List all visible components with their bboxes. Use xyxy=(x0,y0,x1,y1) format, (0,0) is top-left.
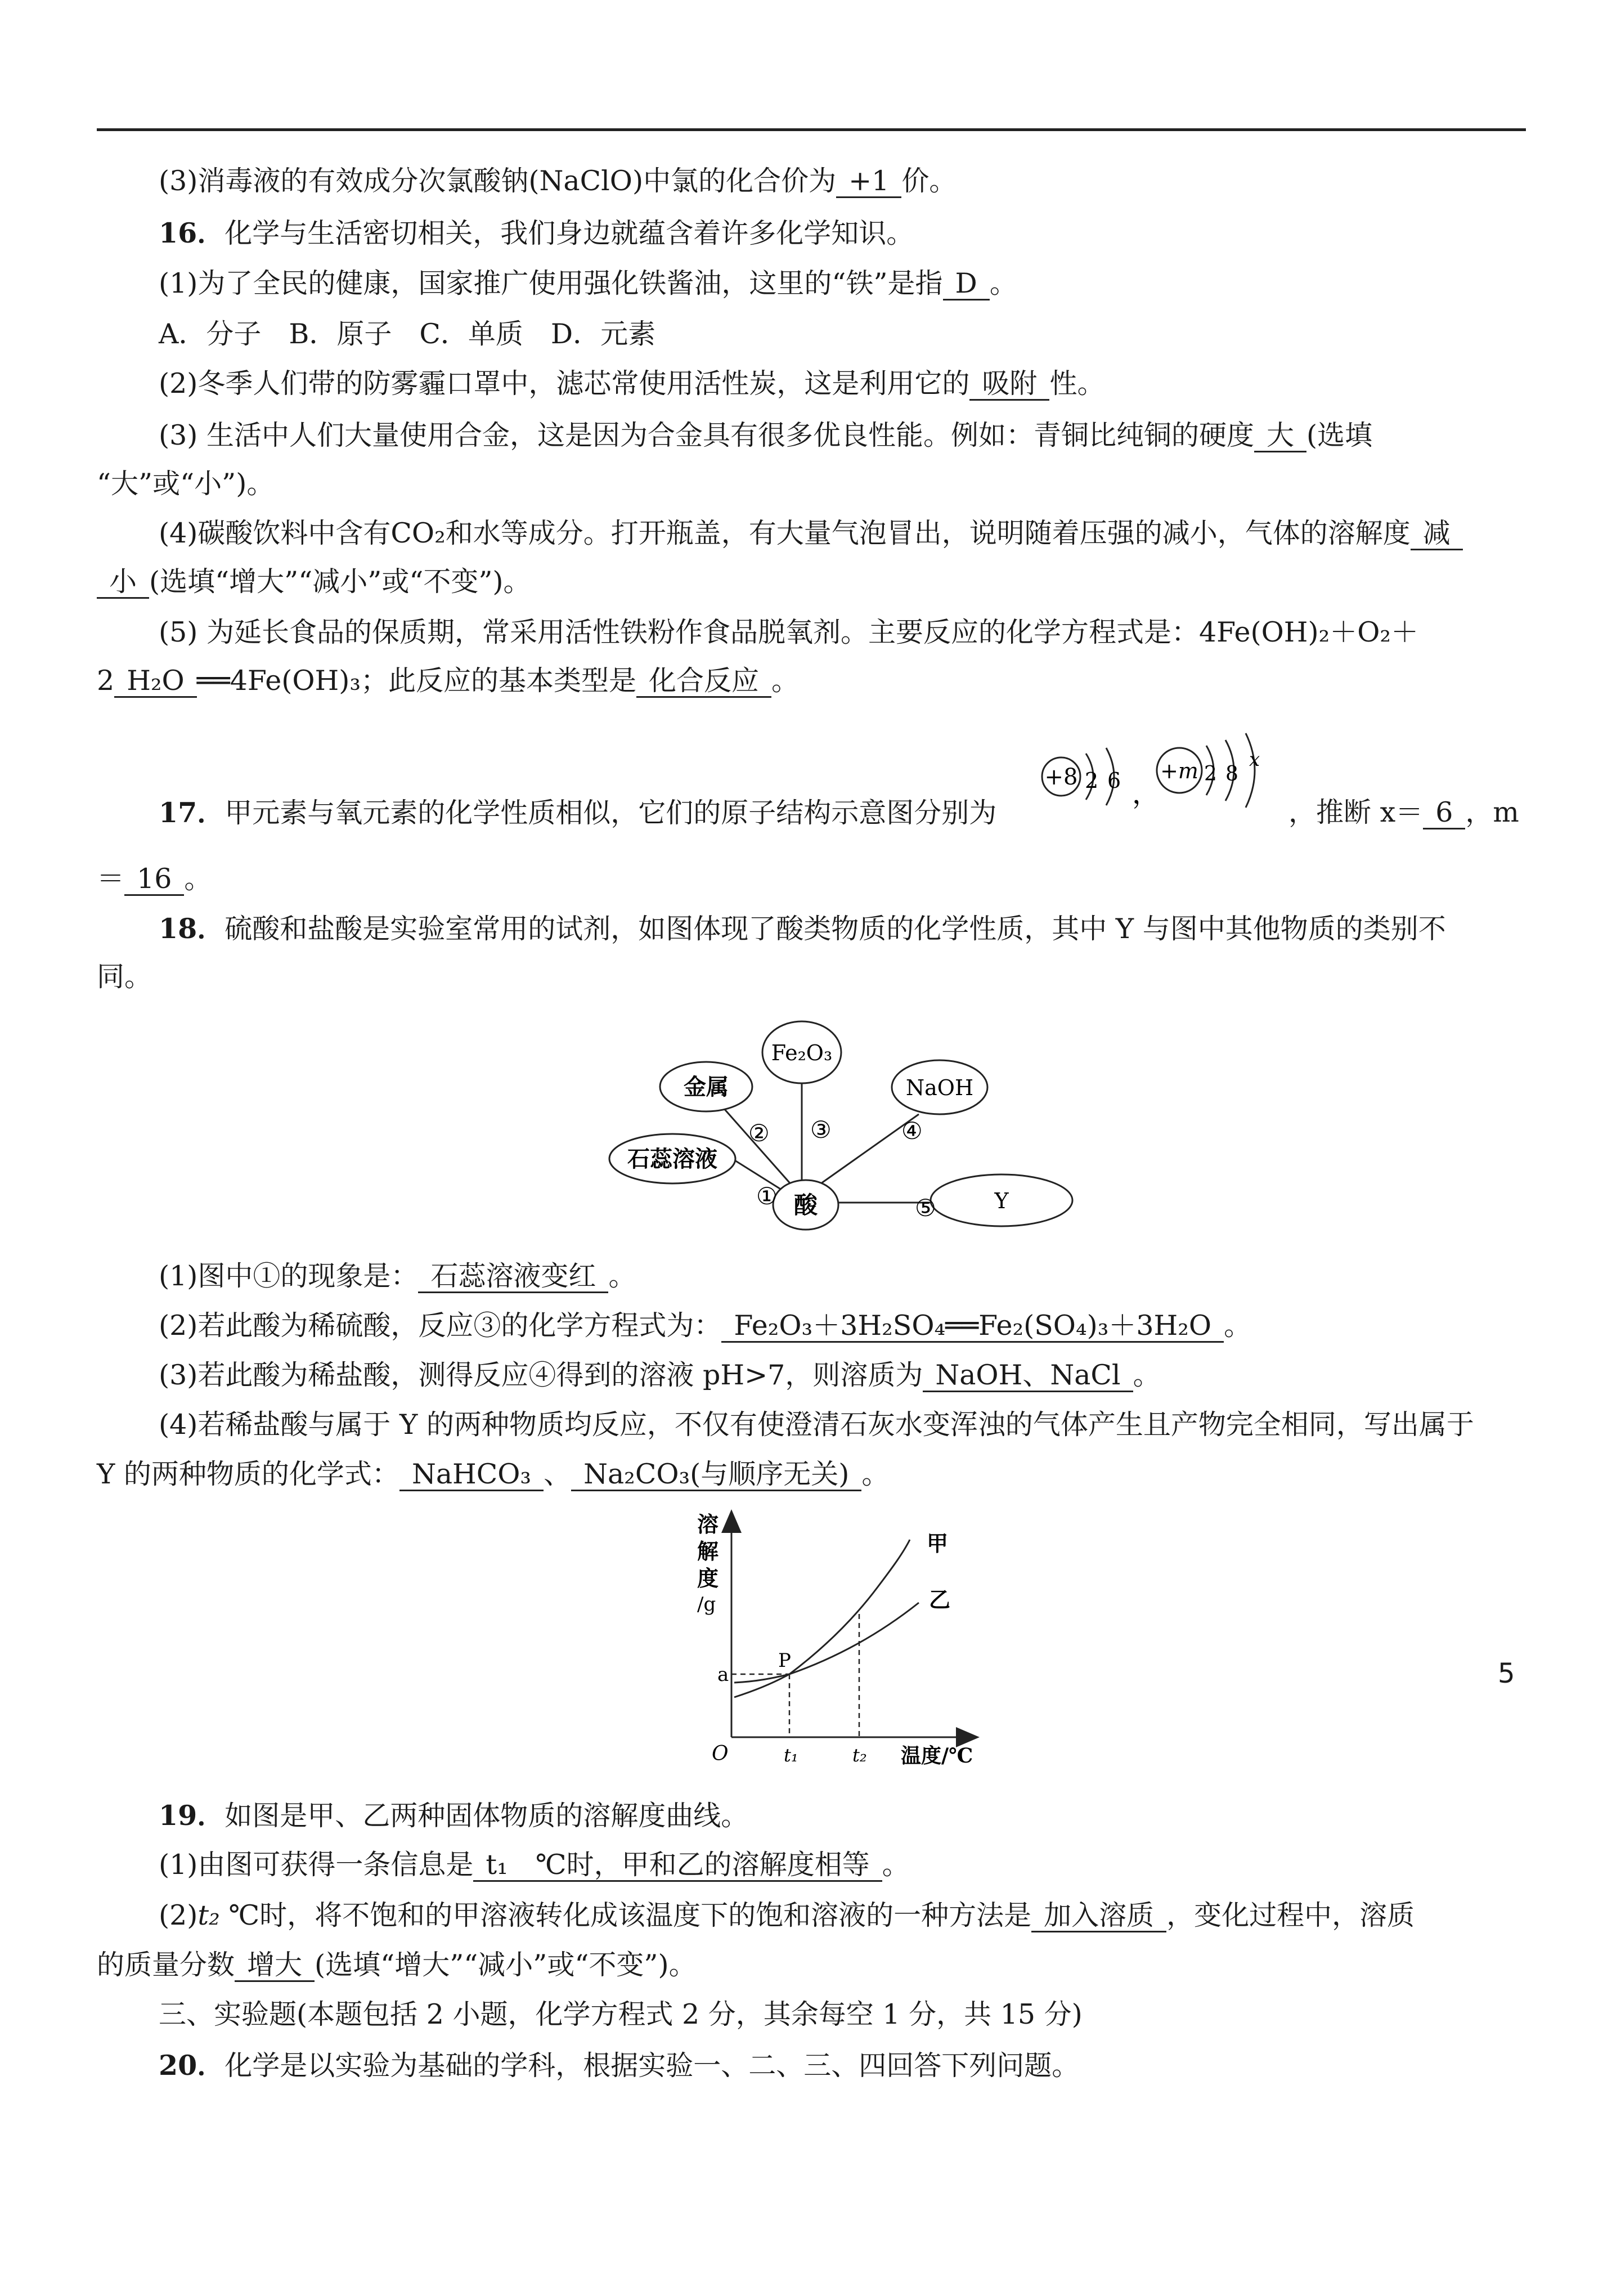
q19-part2: (2)t₂ ℃时，将不饱和的甲溶液转化成该温度下的饱和溶液的一种方法是 加入溶质 ，变化过程中，溶质 xyxy=(159,1899,1415,1931)
reaction-number: ② xyxy=(748,1119,770,1147)
q19-part2-cont: 的质量分数 增大 (选填“增大”“减小”或“不变”)。 xyxy=(97,1949,697,1981)
q16-part4-cont: 小 (选填“增大”“减小”或“不变”)。 xyxy=(97,565,531,599)
shell-electrons: x xyxy=(1249,748,1260,771)
reaction-number: ④ xyxy=(901,1117,923,1145)
question-number: 17． xyxy=(159,796,225,829)
solubility-curve-graph xyxy=(689,1503,1016,1778)
q16-part1: (1)为了全民的健康，国家推广使用强化铁酱油，这里的“铁”是指 D 。 xyxy=(159,267,1017,299)
answer-blank: D xyxy=(943,268,990,301)
answer-blank: 加入溶质 xyxy=(1031,1900,1166,1932)
answer-blank: 16 xyxy=(124,864,184,896)
nucleus-charge: +8 xyxy=(1044,764,1078,790)
answer-blank: t₁ ℃时，甲和乙的溶解度相等 xyxy=(473,1850,882,1882)
question-number: 18． xyxy=(159,912,225,945)
q16-part3: (3) 生活中人们大量使用合金，这是因为合金具有很多优良性能。例如：青铜比纯铜的硬度 大 (选填 xyxy=(159,419,1373,451)
q16-options: A．分子 B．原子 C．单质 D．元素 xyxy=(159,318,656,350)
q18-line2: 同。 xyxy=(97,961,152,993)
q20-heading: 20．化学是以实验为基础的学科，根据实验一、二、三、四回答下列问题。 xyxy=(159,2049,1080,2082)
naoh-label: NaOH xyxy=(905,1075,974,1100)
answer-blank: Na₂CO₃(与顺序无关) xyxy=(571,1459,861,1491)
acid-properties-diagram xyxy=(608,1007,1092,1238)
q16-part3-cont: “大”或“小”)。 xyxy=(97,468,275,500)
shell-electrons: 6 xyxy=(1107,768,1121,793)
q17-line1-end: ，推断 x＝ 6 ，m xyxy=(1288,796,1519,828)
q18-part4: (4)若稀盐酸与属于 Y 的两种物质均反应，不仅有使澄清石灰水变浑浊的气体产生且产物完全相同，写出属于 xyxy=(159,1409,1474,1441)
fe2o3-label: Fe₂O₃ xyxy=(771,1041,833,1065)
q16-part2: (2)冬季人们带的防雾霾口罩中，滤芯常使用活性炭，这是利用它的 吸附 性。 xyxy=(159,367,1105,400)
q17-line2: ＝ 16 。 xyxy=(97,863,212,895)
q16-heading: 16．化学与生活密切相关，我们身边就蕴含着许多化学知识。 xyxy=(159,217,914,249)
acid-label: 酸 xyxy=(793,1191,818,1219)
top-rule xyxy=(97,128,1526,131)
answer-blank: +1 xyxy=(836,166,901,198)
q18-part4-cont: Y 的两种物质的化学式： NaHCO₃ 、 Na₂CO₃(与顺序无关) 。 xyxy=(97,1458,890,1490)
q19-heading: 19．如图是甲、乙两种固体物质的溶解度曲线。 xyxy=(159,1799,749,1832)
q16-part5-cont: 2 H₂O ══4Fe(OH)₃；此反应的基本类型是 化合反应 。 xyxy=(97,665,800,697)
q18-line1: 18．硫酸和盐酸是实验室常用的试剂，如图体现了酸类物质的化学性质，其中 Y 与图中其他物质的类别不 xyxy=(159,912,1446,945)
y-axis-label: 度 xyxy=(697,1566,719,1591)
y-label: Y xyxy=(994,1189,1009,1213)
x-axis-label: 温度/℃ xyxy=(901,1744,973,1768)
question-number: 16． xyxy=(159,217,225,249)
q16-part5: (5) 为延长食品的保质期，常采用活性铁粉作食品脱氧剂。主要反应的化学方程式是：4Fe(OH)₂＋O₂＋ xyxy=(159,616,1419,648)
q17-line1: 17．甲元素与氧元素的化学性质相似，它们的原子结构示意图分别为 xyxy=(159,796,997,829)
y-axis-label: 解 xyxy=(697,1539,719,1564)
shell-electrons: 2 xyxy=(1085,768,1099,793)
section-heading: 三、实验题(本题包括 2 小题，化学方程式 2 分，其余每空 1 分，共 15 分) xyxy=(159,1998,1083,2030)
answer-blank: 减 xyxy=(1411,518,1463,550)
y-axis-label: 溶 xyxy=(697,1512,719,1537)
tick-a: a xyxy=(717,1663,729,1686)
q15-part3: (3)消毒液的有效成分次氯酸钠(NaClO)中氯的化合价为 +1 价。 xyxy=(159,165,957,197)
q18-part2: (2)若此酸为稀硫酸，反应③的化学方程式为： Fe₂O₃＋3H₂SO₄══Fe₂(SO₄)₃＋3H₂O 。 xyxy=(159,1310,1252,1342)
answer-blank: NaHCO₃ xyxy=(399,1459,544,1491)
answer-blank: 吸附 xyxy=(969,369,1049,401)
atom-diagram-unknown xyxy=(1157,733,1260,808)
series-label-yi: 乙 xyxy=(929,1587,951,1612)
q18-part3: (3)若此酸为稀盐酸，测得反应④得到的溶液 pH>7，则溶质为 NaOH、NaCl 。 xyxy=(159,1359,1161,1391)
separator: ， xyxy=(1132,778,1160,810)
series-label-jia: 甲 xyxy=(927,1531,949,1556)
atomic-structure-diagrams xyxy=(1029,718,1282,841)
answer-blank: 6 xyxy=(1423,797,1465,829)
answer-blank: NaOH、NaCl xyxy=(923,1360,1133,1392)
metal-label: 金属 xyxy=(684,1074,729,1100)
answer-blank: 小 xyxy=(97,567,149,599)
reaction-number: ① xyxy=(756,1182,778,1210)
page-number: 5 xyxy=(1498,1658,1515,1689)
atom-diagram-oxygen xyxy=(1042,748,1121,805)
y-axis-label: /g xyxy=(697,1593,716,1616)
q19-part1: (1)由图可获得一条信息是 t₁ ℃时，甲和乙的溶解度相等 。 xyxy=(159,1849,910,1881)
reaction-number: ⑤ xyxy=(915,1194,936,1222)
q16-part4: (4)碳酸饮料中含有CO₂和水等成分。打开瓶盖，有大量气泡冒出，说明随着压强的减小，气体的溶解度 减 xyxy=(159,517,1463,550)
answer-blank: H₂O xyxy=(114,666,197,698)
question-number: 20． xyxy=(159,2049,225,2082)
answer-blank: 增大 xyxy=(235,1950,315,1982)
question-number: 19． xyxy=(159,1799,225,1832)
tick-t2: t₂ xyxy=(852,1745,867,1766)
q18-part1: (1)图中①的现象是： 石蕊溶液变红 。 xyxy=(159,1260,636,1292)
origin-label: O xyxy=(712,1742,729,1765)
answer-blank: 化合反应 xyxy=(636,666,771,698)
answer-blank: 石蕊溶液变红 xyxy=(418,1261,608,1293)
litmus-label: 石蕊溶液 xyxy=(627,1146,717,1172)
answer-blank: 大 xyxy=(1254,420,1306,452)
point-p-label: P xyxy=(778,1649,791,1672)
tick-t1: t₁ xyxy=(784,1745,798,1766)
reaction-number: ③ xyxy=(810,1116,832,1143)
answer-blank: Fe₂O₃＋3H₂SO₄══Fe₂(SO₄)₃＋3H₂O xyxy=(721,1311,1224,1343)
shell-electrons: 8 xyxy=(1225,763,1238,786)
shell-electrons: 2 xyxy=(1204,763,1217,786)
nucleus-charge: +m xyxy=(1160,759,1198,783)
